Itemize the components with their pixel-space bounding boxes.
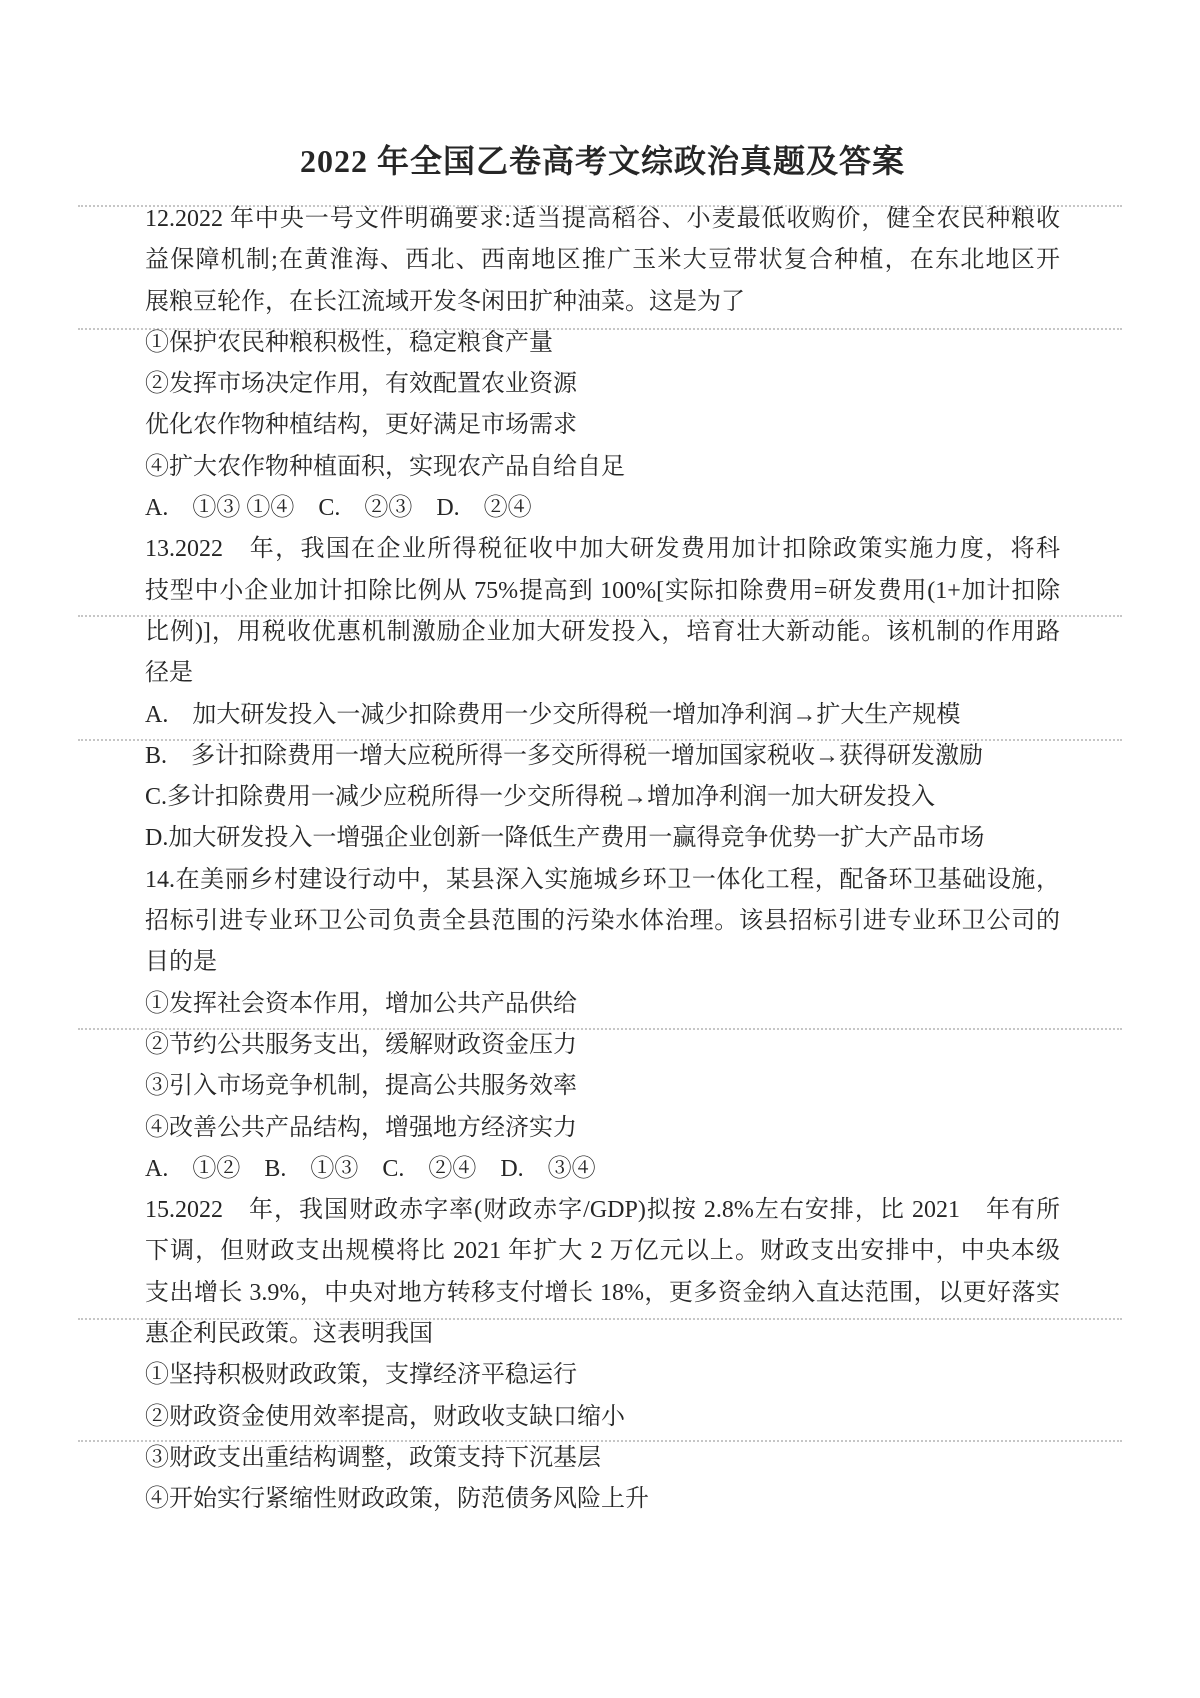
question-12-statement: ②发挥市场决定作用，有效配置农业资源 <box>145 371 577 398</box>
question-15 <box>145 1190 1060 1520</box>
question-14-statement: ①发挥社会资本作用，增加公共产品供给 <box>145 990 577 1017</box>
question-12-stem-line: 12.2022 年中央一号文件明确要求:适当提高稻谷、小麦最低收购价，健全农民种粮收 <box>145 206 1060 232</box>
question-13-option: D.加大研发投入一增强企业创新一降低生产费用一赢得竞争优势一扩大产品市场 <box>145 825 985 852</box>
question-13-option: B. 多计扣除费用一增大应税所得一多交所得税一增加国家税收→获得研发激励 <box>145 742 984 769</box>
question-14-stem-line: 目的是 <box>145 949 217 976</box>
question-15-statement: ③财政支出重结构调整，政策支持下沉基层 <box>145 1444 601 1471</box>
question-12-stem-line: 展粮豆轮作，在长江流域开发冬闲田扩种油菜。这是为了 <box>145 288 745 315</box>
question-14-statement: ④改善公共产品结构，增强地方经济实力 <box>145 1114 577 1141</box>
question-15-statement: ①坚持积极财政政策，支撑经济平稳运行 <box>145 1362 577 1389</box>
question-14-statement: ③引入市场竞争机制，提高公共服务效率 <box>145 1073 577 1100</box>
question-14-stem-line: 14.在美丽乡村建设行动中，某县深入实施城乡环卫一体化工程，配备环卫基础设施， <box>145 866 1060 893</box>
document-body <box>145 199 1060 1521</box>
question-15-statement: ④开始实行紧缩性财政政策，防范债务风险上升 <box>145 1486 649 1513</box>
question-15-stem-line: 下调，但财政支出规模将比 2021 年扩大 2 万亿元以上。财政支出安排中，中央本级 <box>145 1238 1060 1265</box>
question-13-stem-line: 径是 <box>145 660 193 687</box>
question-14-options-row: A. ①② B. ①③ C. ②④ D. ③④ <box>145 1155 596 1182</box>
question-12-options-row: A. ①③ ①④ C. ②③ D. ②④ <box>145 495 532 522</box>
question-14 <box>145 860 1060 1190</box>
question-13-stem-line: 比例)]，用税收优惠机制激励企业加大研发投入，培育壮大新动能。该机制的作用路 <box>145 618 1060 645</box>
question-15-stem-line: 支出增长 3.9%，中央对地方转移支付增长 18%，更多资金纳入直达范围，以更好落实 <box>145 1279 1060 1306</box>
question-15-stem-line: 惠企利民政策。这表明我国 <box>145 1321 433 1348</box>
question-14-statement: ②节约公共服务支出，缓解财政资金压力 <box>145 1031 577 1058</box>
question-13-option: A. 加大研发投入一减少扣除费用一少交所得税一增加净利润→扩大生产规模 <box>145 701 961 728</box>
question-12-statement: ④扩大农作物种植面积，实现农产品自给自足 <box>145 453 625 480</box>
question-12-statement: 优化农作物种植结构，更好满足市场需求 <box>145 412 577 439</box>
question-14-stem-line: 招标引进专业环卫公司负责全县范围的污染水体治理。该县招标引进专业环卫公司的 <box>145 908 1060 935</box>
question-12-stem-line: 益保障机制;在黄淮海、西北、西南地区推广玉米大豆带状复合种植，在东北地区开 <box>145 247 1060 274</box>
question-13-stem-line: 技型中小企业加计扣除比例从 75%提高到 100%[实际扣除费用=研发费用(1+加计扣除 <box>145 577 1060 604</box>
question-12 <box>145 199 1060 529</box>
page-title: 2022 年全国乙卷高考文综政治真题及答案 <box>299 143 905 179</box>
question-15-statement: ②财政资金使用效率提高，财政收支缺口缩小 <box>145 1403 625 1430</box>
question-15-stem-line: 15.2022 年，我国财政赤字率(财政赤字/GDP)拟按 2.8%左右安排，比 2021 年有所 <box>145 1197 1060 1224</box>
question-13-stem-line: 13.2022 年，我国在企业所得税征收中加大研发费用加计扣除政策实施力度，将科 <box>145 536 1060 563</box>
question-12-statement: ①保护农民种粮积极性，稳定粮食产量 <box>145 329 553 356</box>
question-13-option: C.多计扣除费用一减少应税所得一少交所得税→增加净利润一加大研发投入 <box>145 784 936 811</box>
question-13 <box>145 529 1060 859</box>
